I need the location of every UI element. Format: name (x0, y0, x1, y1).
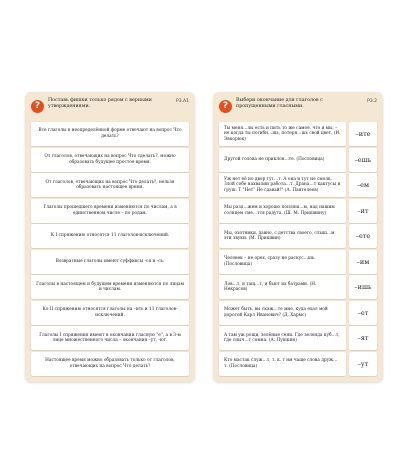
sentence-text: Мы разд…жем и хорошо попляш…м, над нашим солнцем сме…тся радуга. (Ш. М. Пришвину) (224, 205, 335, 216)
statement-slot[interactable] (31, 352, 189, 376)
sentence-text: А там уж рощи, зелёные сени. Где зеленда куб…т, где сныч…т сомна. (А. Пушкин) (224, 332, 340, 344)
statement-text: Настоящее время можно образовать только от глаголов, отвечающих на вопрос Что делать? (45, 358, 175, 369)
ending-slot[interactable] (349, 275, 377, 299)
sentence-slot[interactable] (219, 199, 346, 223)
statement-text: Возвратные глаголы имеют суффиксы -ся и -сь. (55, 258, 165, 264)
statement-slot[interactable] (31, 199, 189, 223)
sentence-text: Может быть, вы скаж…те мне, куда ехал мой дорогой Карл Иванович? (Д. Хармс) (224, 307, 328, 318)
question-icon: ? (31, 100, 44, 113)
sentence-text: Кто мастак служ…т, т. к. т нм чаще слова друж…т. (Пословица) (224, 358, 338, 369)
statement-slot[interactable] (31, 301, 189, 325)
sentence-slot[interactable] (219, 301, 346, 325)
statement-slot[interactable] (31, 148, 189, 172)
sentence-text: Мы, охотники, давно, с детства своего, слыш…м эти звуки. (М. Пришвин) (224, 230, 335, 242)
ending-slot[interactable] (349, 122, 377, 146)
ending-slot[interactable] (349, 173, 377, 197)
card-code: P3.2 (367, 99, 377, 104)
statement-text: Глаголы прошедшего времени изменяются по числам, а в единственном числе – по родам. (43, 205, 177, 216)
statement-slot[interactable] (31, 224, 189, 248)
ending-text: –ете (355, 232, 371, 241)
statement-slot[interactable] (31, 250, 189, 274)
sentence-text: Ты меня…лы есть и пить то же самое, что и мы, – не когда ты погибн…шь, потеря…шь свой цвет. (И. Эвкорюк) (224, 125, 341, 142)
ending-slot[interactable] (349, 301, 377, 325)
sentence-slot[interactable] (219, 275, 346, 299)
statements-card (25, 92, 195, 382)
sentence-slot[interactable] (219, 326, 346, 350)
ending-text: –ит (357, 206, 369, 215)
ending-text: –им (356, 257, 370, 266)
ending-text: –ем (356, 181, 370, 190)
sentence-slot[interactable] (219, 122, 346, 146)
ending-slot[interactable] (349, 352, 377, 376)
card-header (31, 98, 189, 118)
question-icon: ? (219, 100, 232, 113)
ending-slot[interactable] (349, 326, 377, 350)
ending-slot[interactable] (349, 148, 377, 172)
ending-text: –ишь (354, 283, 372, 292)
sentence-slot[interactable] (219, 250, 346, 274)
card-title: Поставь фишки только рядом с верными утверждениями. (48, 98, 152, 109)
sentence-slot[interactable] (219, 352, 346, 376)
statement-slot[interactable] (31, 122, 189, 146)
statement-text: Ко II спряжению относятся глаголы на –ить и 11 глаголов-исключений. (42, 307, 178, 318)
sentence-text: Другой голова не приклон…те. (Пословица) (224, 156, 325, 162)
statement-text: От глаголов, отвечающих на вопрос Что делать?, нельзя образовать настоящее время. (45, 179, 175, 191)
statement-slot[interactable] (31, 173, 189, 197)
ending-slot[interactable] (349, 224, 377, 248)
statement-slot[interactable] (31, 275, 189, 299)
ending-slot[interactable] (349, 250, 377, 274)
statement-list (31, 122, 189, 376)
statement-text: Глаголы I спряжения имеют в окончании гласную "е", а в 3-м лице множественного числа – окончания –ут, -ют. (39, 332, 181, 344)
ending-text: –ешь (354, 155, 372, 164)
sentence-slot[interactable] (219, 148, 346, 172)
ending-text: –ят (357, 334, 369, 343)
card-title: Выбери окончание для глаголов с пропущенными гласными. (236, 98, 323, 109)
sentence-text: Человек – не орех, сразу не раскус…шь. (Пословица) (224, 256, 316, 267)
card-header (219, 98, 377, 118)
sentence-list (219, 122, 377, 376)
endings-card (213, 92, 383, 382)
sentence-text: Уж нет её но двор тут…т. А она и тут не смолк. Злой собе нахвалии работа…т. Драна…т кактусы и груш. Т "Нет" Не сдавай!" (А. Пантелеев) (224, 176, 341, 193)
statement-slot[interactable] (31, 326, 189, 350)
ending-text: –ет (357, 308, 369, 317)
ending-text: –ут (357, 359, 369, 368)
statement-text: К I спряжению относятся 11 глаголов-исключений. (50, 233, 170, 239)
sentence-slot[interactable] (219, 173, 346, 197)
ending-text: –ите (355, 130, 371, 138)
card-code: P3.А1 (176, 99, 189, 104)
statement-text: Все глаголы в неопределённой форме отвечают на вопрос Что делать? (38, 128, 182, 139)
statement-text: Глаголы в настоящем и будущем времени изменяются по лицам и числам. (36, 281, 184, 293)
ending-slot[interactable] (349, 199, 377, 223)
statement-text: От глаголов, отвечающих на вопрос Что сделать?, можно образовать будущее простое время. (44, 153, 176, 165)
sentence-text: Лов…т, и тащ…т, и бьют их батрами. (Н. Некрасов) (224, 281, 317, 293)
sentence-slot[interactable] (219, 224, 346, 248)
